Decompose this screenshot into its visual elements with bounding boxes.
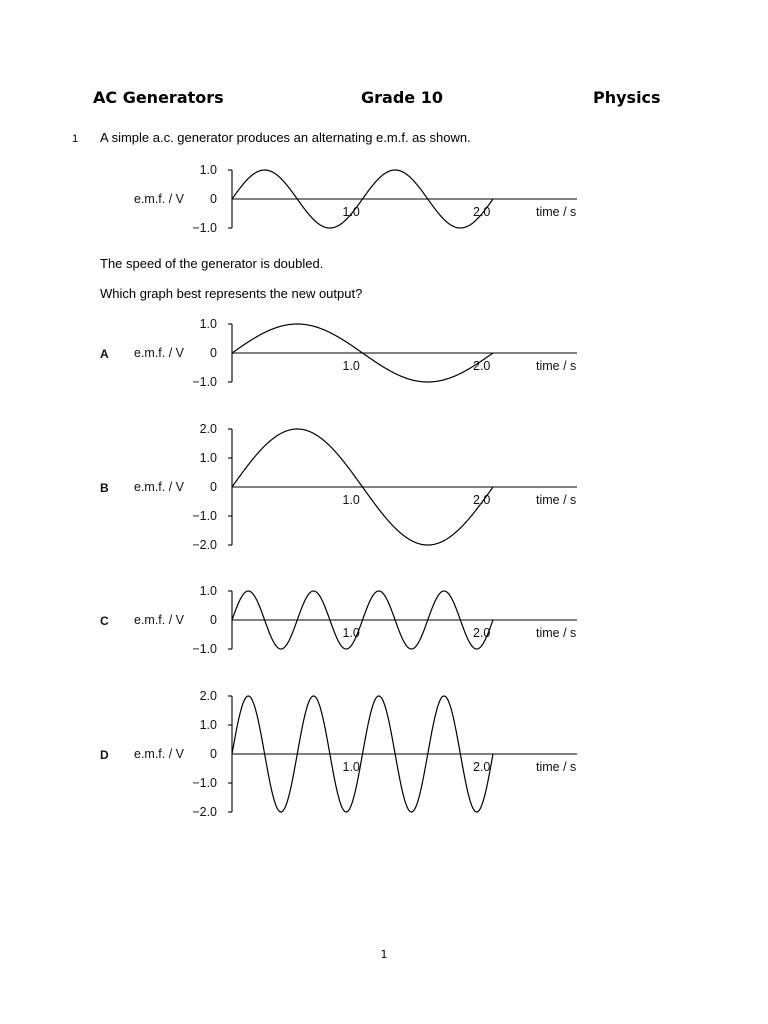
y-tick-label: −1.0 — [192, 375, 217, 389]
x-tick-label: 2.0 — [473, 760, 491, 774]
option-a-graph[interactable] — [0, 314, 768, 394]
y-tick-label: 0 — [210, 480, 217, 494]
x-axis-label: time / s — [536, 493, 577, 507]
question-number: 1 — [72, 133, 79, 145]
question-ask: Which graph best represents the new output? — [100, 286, 363, 301]
y-tick-label: −1.0 — [192, 221, 217, 235]
x-tick-label: 2.0 — [473, 493, 491, 507]
x-tick-label: 1.0 — [342, 626, 360, 640]
y-tick-label: 2.0 — [199, 422, 217, 436]
y-tick-label: −1.0 — [192, 509, 217, 523]
option-b-graph[interactable] — [0, 418, 768, 558]
y-axis-label: e.m.f. / V — [134, 480, 185, 494]
x-tick-label: 2.0 — [473, 359, 491, 373]
option-letter-c: C — [100, 614, 109, 628]
x-tick-label: 1.0 — [342, 205, 360, 219]
y-tick-label: −1.0 — [192, 776, 217, 790]
y-tick-label: 1.0 — [199, 317, 217, 331]
y-tick-label: 0 — [210, 747, 217, 761]
y-tick-label: 1.0 — [199, 451, 217, 465]
x-axis-label: time / s — [536, 626, 577, 640]
y-tick-label: 1.0 — [199, 718, 217, 732]
worksheet-title: AC Generators — [93, 88, 224, 107]
y-tick-label: −1.0 — [192, 642, 217, 656]
subject-label: Physics — [593, 88, 661, 107]
option-c-graph[interactable] — [0, 581, 768, 661]
x-tick-label: 2.0 — [473, 626, 491, 640]
option-letter-b: B — [100, 481, 109, 495]
y-axis-label: e.m.f. / V — [134, 192, 185, 206]
option-letter-d: D — [100, 748, 109, 762]
y-tick-label: −2.0 — [192, 538, 217, 552]
y-tick-label: 0 — [210, 192, 217, 206]
y-axis-label: e.m.f. / V — [134, 747, 185, 761]
y-axis-label: e.m.f. / V — [134, 613, 185, 627]
page-number: 1 — [380, 948, 388, 961]
x-axis-label: time / s — [536, 760, 577, 774]
x-tick-label: 1.0 — [342, 760, 360, 774]
y-tick-label: 1.0 — [199, 163, 217, 177]
option-letter-a: A — [100, 347, 109, 361]
question-stem: A simple a.c. generator produces an alternating e.m.f. as shown. — [100, 130, 471, 145]
x-axis-label: time / s — [536, 359, 577, 373]
y-tick-label: 0 — [210, 346, 217, 360]
y-tick-label: 2.0 — [199, 689, 217, 703]
x-tick-label: 1.0 — [342, 493, 360, 507]
original-output-graph — [0, 160, 768, 240]
x-tick-label: 2.0 — [473, 205, 491, 219]
y-tick-label: 1.0 — [199, 584, 217, 598]
x-axis-label: time / s — [536, 205, 577, 219]
option-d-graph[interactable] — [0, 686, 768, 826]
y-tick-label: −2.0 — [192, 805, 217, 819]
x-tick-label: 1.0 — [342, 359, 360, 373]
question-info: The speed of the generator is doubled. — [100, 256, 324, 271]
grade-label: Grade 10 — [361, 88, 443, 107]
y-axis-label: e.m.f. / V — [134, 346, 185, 360]
y-tick-label: 0 — [210, 613, 217, 627]
